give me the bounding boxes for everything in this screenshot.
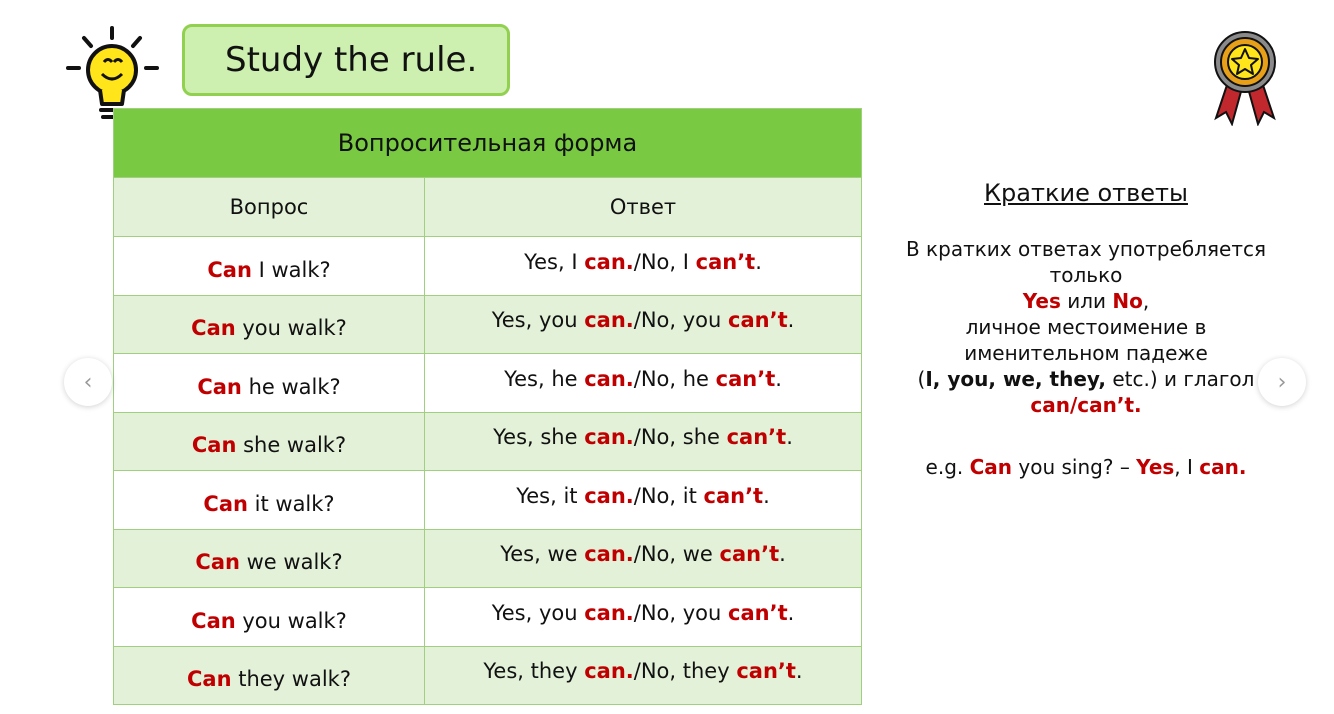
answer-cell	[425, 588, 862, 647]
highlight-can: Can	[969, 455, 1013, 479]
answer-can: can.	[584, 600, 634, 625]
answer-can: can.	[584, 483, 634, 508]
answer-no: /No, I	[633, 249, 696, 274]
notes-text: you sing? –	[1012, 455, 1137, 479]
answer-yes: Yes, she	[493, 425, 585, 450]
question-rest: he walk?	[241, 374, 341, 399]
answer-can: can.	[584, 425, 634, 450]
highlight-yes: Yes	[1022, 289, 1061, 313]
modal-verb: Can	[203, 491, 248, 516]
answer-yes: Yes, I	[524, 249, 585, 274]
answer-can: can.	[584, 542, 634, 567]
table-row	[114, 237, 862, 296]
answer-end: .	[786, 425, 793, 450]
answer-yes: Yes, it	[516, 483, 585, 508]
answer-can: can.	[584, 249, 634, 274]
answer-yes: Yes, you	[491, 308, 585, 333]
question-cell	[114, 529, 425, 588]
modal-verb: Can	[191, 433, 237, 458]
question-rest: it walk?	[247, 491, 335, 516]
highlight-verb: can/can’t.	[1030, 393, 1142, 417]
answer-cant: can’t	[728, 308, 788, 333]
previous-slide-button[interactable]	[64, 358, 112, 406]
medal-icon	[1210, 30, 1280, 126]
answer-no: /No, it	[633, 483, 704, 508]
question-cell	[114, 646, 425, 705]
answer-cant: can’t	[728, 600, 788, 625]
question-cell	[114, 237, 425, 296]
question-rest: you walk?	[235, 316, 347, 341]
table-row	[114, 412, 862, 471]
table-row	[114, 529, 862, 588]
notes-text: ,	[1142, 289, 1150, 313]
answer-cant: can’t	[719, 542, 780, 567]
modal-verb: Can	[191, 316, 236, 341]
example-sentence	[872, 454, 1300, 480]
highlight-can: can.	[1199, 455, 1247, 479]
answer-end: .	[787, 600, 795, 625]
question-cell	[114, 412, 425, 471]
answer-end: .	[763, 483, 770, 508]
title-text: Study the rule.	[225, 40, 478, 80]
notes-line: В кратких ответах употребляется	[905, 237, 1267, 261]
question-rest: I walk?	[251, 257, 331, 282]
answer-end: .	[779, 542, 786, 567]
answer-cant: can’t	[715, 366, 776, 391]
modal-verb: Can	[187, 667, 232, 692]
question-cell	[114, 295, 425, 354]
answer-no: /No, you	[633, 308, 729, 333]
notes-line: личное местоимение в	[965, 315, 1207, 339]
grammar-table	[113, 108, 862, 705]
answer-cell	[425, 529, 862, 588]
chevron-left-icon: ‹	[83, 369, 93, 395]
answer-can: can.	[584, 308, 634, 333]
answer-cant: can’t	[726, 425, 787, 450]
answer-cell	[425, 295, 862, 354]
table-row	[114, 295, 862, 354]
question-cell	[114, 588, 425, 647]
table-row	[114, 646, 862, 705]
table-row	[114, 354, 862, 413]
answer-end: .	[755, 249, 762, 274]
notes-text: или	[1060, 289, 1113, 313]
notes-line: именительном падеже	[964, 341, 1208, 365]
answer-cant: can’t	[695, 249, 756, 274]
notes-line	[872, 288, 1300, 314]
notes-line: только	[1049, 263, 1123, 287]
notes-text: e.g.	[925, 455, 970, 479]
answer-cant: can’t	[703, 483, 764, 508]
next-slide-button[interactable]	[1258, 358, 1306, 406]
notes-text: , I	[1174, 455, 1200, 479]
short-answers-notes	[872, 180, 1300, 480]
answer-can: can.	[584, 366, 634, 391]
answer-yes: Yes, he	[504, 366, 585, 391]
answer-cell	[425, 237, 862, 296]
notes-text: (	[917, 367, 926, 391]
table-row	[114, 588, 862, 647]
answer-no: /No, they	[633, 659, 737, 684]
notes-title: Краткие ответы	[984, 179, 1188, 207]
question-cell	[114, 354, 425, 413]
answer-cell	[425, 354, 862, 413]
notes-line	[872, 392, 1300, 418]
column-header-question: Вопрос	[114, 178, 425, 237]
answer-can: can.	[584, 659, 634, 684]
answer-no: /No, we	[633, 542, 720, 567]
modal-verb: Can	[191, 608, 236, 633]
answer-yes: Yes, we	[500, 542, 585, 567]
column-header-answer: Ответ	[425, 178, 862, 237]
highlight-yes: Yes	[1136, 455, 1175, 479]
answer-yes: Yes, they	[483, 659, 585, 684]
modal-verb: Can	[197, 374, 242, 399]
answer-end: .	[795, 659, 803, 684]
answer-cell	[425, 646, 862, 705]
answer-no: /No, he	[633, 366, 716, 391]
pronoun-list: I, you, we, they,	[925, 367, 1106, 391]
notes-text: etc.) и глагол	[1105, 367, 1255, 391]
question-rest: she walk?	[236, 433, 347, 458]
answer-yes: Yes, you	[491, 600, 585, 625]
modal-verb: Can	[195, 550, 240, 575]
modal-verb: Can	[207, 257, 252, 282]
answer-no: /No, you	[633, 600, 729, 625]
question-rest: we walk?	[239, 550, 343, 575]
question-cell	[114, 471, 425, 530]
question-rest: they walk?	[231, 667, 351, 692]
answer-cell	[425, 412, 862, 471]
notes-line	[872, 366, 1300, 392]
answer-cant: can’t	[736, 659, 796, 684]
answer-no: /No, she	[633, 425, 727, 450]
answer-end: .	[775, 366, 782, 391]
page-title	[182, 24, 510, 96]
chevron-right-icon: ›	[1277, 369, 1287, 395]
highlight-no: No	[1112, 289, 1143, 313]
answer-end: .	[787, 308, 795, 333]
table-row	[114, 471, 862, 530]
answer-cell	[425, 471, 862, 530]
table-heading: Вопросительная форма	[114, 109, 862, 178]
question-rest: you walk?	[235, 608, 347, 633]
